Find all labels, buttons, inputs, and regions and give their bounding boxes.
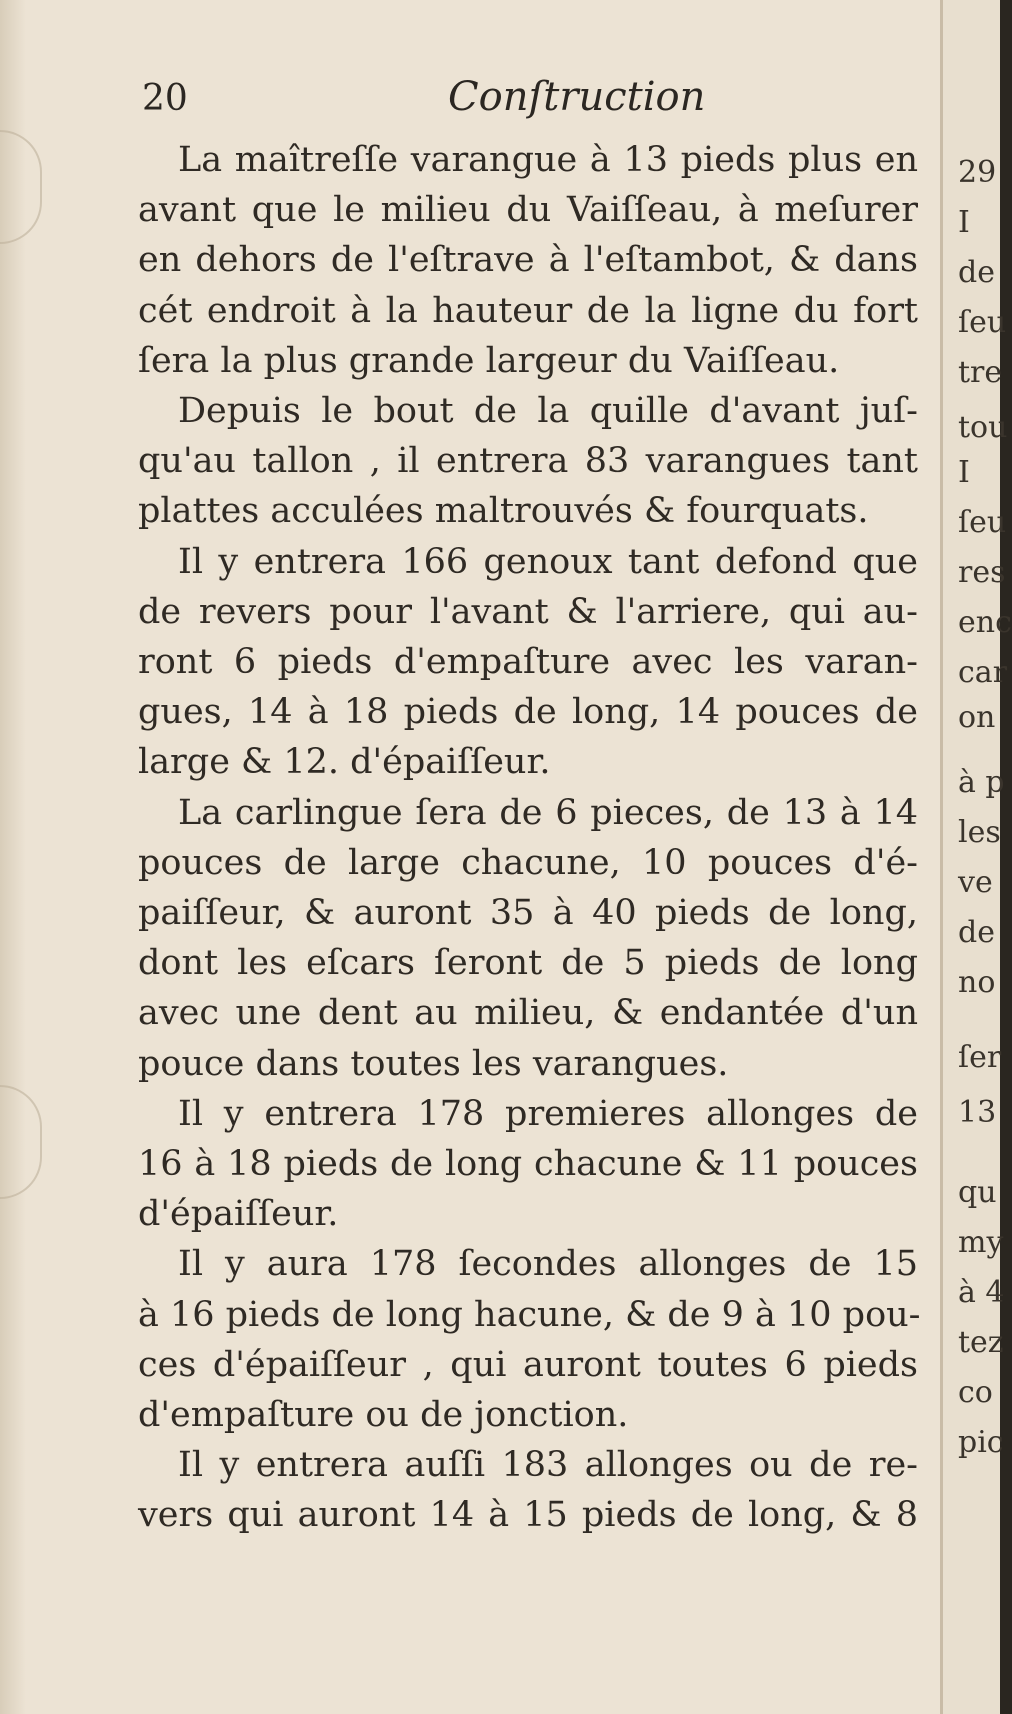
facing-page-fragment: ve — [958, 865, 993, 900]
text-line: large & 12. d'épaiſſeur. — [138, 742, 551, 783]
text-line: plattes acculées maltrouvés & fourquats. — [138, 491, 869, 532]
facing-page-fragment: on — [958, 700, 996, 735]
text-line: Il y entrera 166 genoux tant defond que — [178, 541, 918, 582]
facing-page-fragment: ſeu — [958, 305, 1007, 340]
text-line: ront 6 pieds d'empaſture avec les varan- — [138, 642, 918, 683]
text-line: d'empaſture ou de jonction. — [138, 1395, 629, 1436]
facing-page-fragment: 29 — [958, 155, 997, 190]
facing-page-fragment: enc — [958, 605, 1012, 640]
facing-page-fragment: tre — [958, 355, 1003, 390]
text-line: Il y entrera 178 premieres allonges de — [178, 1093, 918, 1134]
facing-page-fragment: my — [958, 1225, 1004, 1260]
text-line: ces d'épaiſſeur , qui auront toutes 6 pieds — [138, 1344, 918, 1385]
page-number: 20 — [142, 78, 188, 119]
facing-page-fragment: co — [958, 1375, 993, 1410]
facing-page-fragment: no — [958, 965, 996, 1000]
text-line: dont les eſcars ſeront de 5 pieds de long — [138, 943, 918, 984]
facing-page-fragment: à 4 — [958, 1275, 1005, 1310]
facing-page-fragment: les — [958, 815, 1001, 850]
text-line: ſera la plus grande largeur du Vaiſſeau. — [138, 340, 840, 381]
facing-page-fragment: ſer — [958, 1040, 1002, 1075]
facing-page-fragment: ſeu — [958, 505, 1007, 540]
text-line: avant que le milieu du Vaiſſeau, à meſurer — [138, 190, 918, 231]
text-line: paiſſeur, & auront 35 à 40 pieds de long, — [138, 893, 918, 934]
facing-page-fragment: qu — [958, 1175, 997, 1210]
facing-page-fragment: tez — [958, 1325, 1004, 1360]
text-line: qu'au tallon , il entrera 83 varangues tant — [138, 441, 918, 482]
facing-page-fragment: car — [958, 655, 1008, 690]
page-edge-notch — [0, 1085, 42, 1199]
facing-page-fragment: I — [958, 205, 970, 240]
text-line: avec une dent au milieu, & endantée d'un — [138, 993, 918, 1034]
facing-page-fragment: à p — [958, 765, 1005, 800]
page-edge-notch — [0, 130, 42, 244]
facing-page-fragment: tou — [958, 410, 1008, 445]
text-line: pouce dans toutes les varangues. — [138, 1043, 729, 1084]
text-line: 16 à 18 pieds de long chacune & 11 pouces — [138, 1144, 918, 1185]
text-line: La maîtreſſe varangue à 13 pieds plus en — [178, 140, 918, 180]
page-gutter-shadow — [0, 0, 26, 1714]
facing-page-fragment: pic — [958, 1425, 1004, 1460]
text-line: gues, 14 à 18 pieds de long, 14 pouces de — [138, 692, 918, 733]
text-line: Depuis le bout de la quille d'avant juſ- — [178, 391, 918, 432]
facing-page-fragment: I — [958, 455, 970, 490]
body-text — [138, 135, 921, 1541]
text-line: cét endroit à la hauteur de la ligne du fort — [138, 290, 918, 331]
text-line: Il y aura 178 ſecondes allonges de 15 — [178, 1244, 918, 1285]
text-line: à 16 pieds de long hacune, & de 9 à 10 pou- — [138, 1294, 921, 1335]
page-header — [0, 70, 940, 140]
text-line: Il y entrera auſſi 183 allonges ou de re- — [178, 1445, 918, 1486]
text-line: d'épaiſſeur. — [138, 1194, 339, 1235]
facing-page-fragment: de — [958, 915, 995, 950]
facing-page-fragment: res — [958, 555, 1006, 590]
facing-page-fragment: 13 — [958, 1095, 997, 1130]
text-line: pouces de large chacune, 10 pouces d'é- — [138, 842, 918, 883]
running-title: Conſtruction — [448, 74, 706, 120]
text-line: de revers pour l'avant & l'arriere, qui au- — [138, 591, 918, 632]
text-line: en dehors de l'eſtrave à l'eſtambot, & dans — [138, 240, 918, 281]
text-line: vers qui auront 14 à 15 pieds de long, & 8 — [138, 1495, 918, 1536]
text-line: La carlingue ſera de 6 pieces, de 13 à 14 — [178, 792, 918, 833]
facing-page-fragment: de — [958, 255, 995, 290]
